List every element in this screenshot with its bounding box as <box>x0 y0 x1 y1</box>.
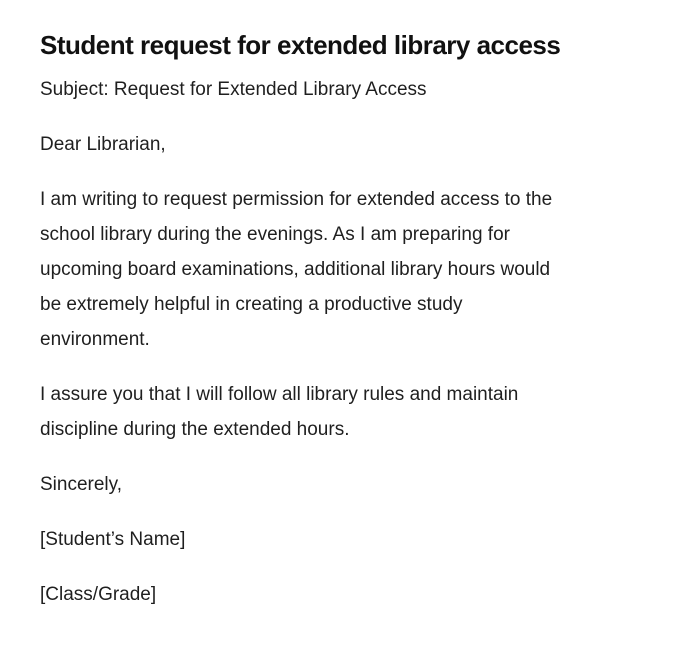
signature-class-placeholder: [Class/Grade] <box>40 584 157 605</box>
body-paragraph-1 <box>40 182 660 357</box>
body-paragraph-2 <box>40 377 660 447</box>
paragraph-line: school library during the evenings. As I am preparing for <box>40 224 510 245</box>
paragraph-line: be extremely helpful in creating a productive study <box>40 294 463 315</box>
signature-class-block <box>40 577 660 612</box>
salutation: Dear Librarian, <box>40 134 166 155</box>
paragraph-line: upcoming board examinations, additional library hours would <box>40 259 551 280</box>
signature-name-block <box>40 522 660 557</box>
closing: Sincerely, <box>40 474 123 495</box>
page-title: Student request for extended library access <box>40 30 561 60</box>
paragraph-line: discipline during the extended hours. <box>40 419 350 440</box>
paragraph-line: I am writing to request permission for extended access to the <box>40 189 553 210</box>
salutation-block <box>40 127 660 162</box>
paragraph-line: environment. <box>40 329 150 350</box>
subject-line: Subject: Request for Extended Library Access <box>40 79 427 100</box>
closing-block <box>40 467 660 502</box>
signature-name-placeholder: [Student’s Name] <box>40 529 186 550</box>
subject-block <box>40 72 660 107</box>
paragraph-line: I assure you that I will follow all library rules and maintain <box>40 384 519 405</box>
